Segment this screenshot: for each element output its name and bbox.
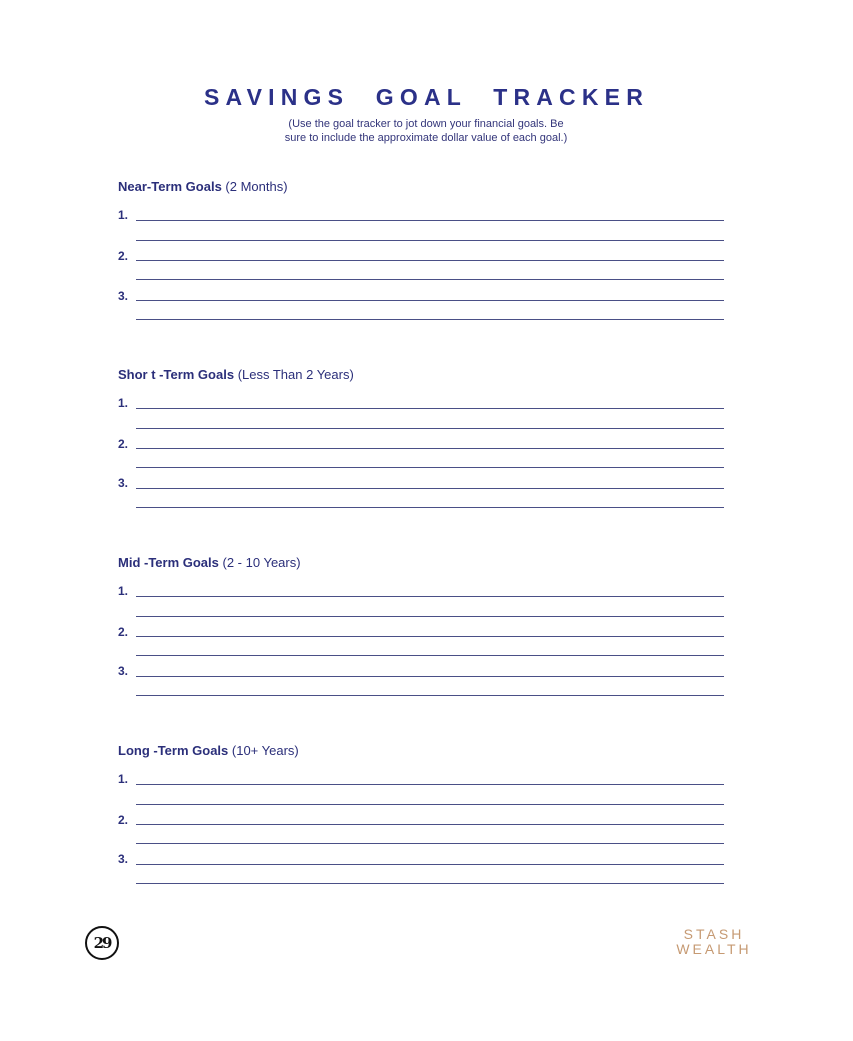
goal-2-line-2[interactable] bbox=[136, 655, 724, 656]
refinery29-logo: 29 bbox=[85, 926, 119, 960]
goal-number: 1. bbox=[118, 208, 129, 222]
section-title bbox=[118, 743, 299, 758]
section-title bbox=[118, 179, 288, 194]
section-range: (2 Months) bbox=[225, 179, 288, 194]
section-title bbox=[118, 367, 354, 382]
goal-1-line-2[interactable] bbox=[136, 804, 724, 805]
goal-number: 1. bbox=[118, 584, 129, 598]
goal-number: 2. bbox=[118, 813, 129, 827]
goal-1-line-1[interactable] bbox=[136, 784, 724, 785]
goal-1-line-2[interactable] bbox=[136, 616, 724, 617]
page-subtitle bbox=[226, 117, 626, 145]
goal-3-line-1[interactable] bbox=[136, 300, 724, 301]
goal-number: 3. bbox=[118, 289, 129, 303]
goal-2-line-1[interactable] bbox=[136, 448, 724, 449]
goal-number: 2. bbox=[118, 625, 129, 639]
goal-number: 3. bbox=[118, 664, 129, 678]
section-range: (Less Than 2 Years) bbox=[237, 367, 354, 382]
goal-number: 1. bbox=[118, 772, 129, 786]
goal-3-line-1[interactable] bbox=[136, 676, 724, 677]
section-range: (2 - 10 Years) bbox=[222, 555, 301, 570]
brand-line-1: STASH bbox=[683, 926, 745, 942]
brand-line-2: WEALTH bbox=[676, 941, 752, 957]
goal-3-line-2[interactable] bbox=[136, 507, 724, 508]
goal-1-line-1[interactable] bbox=[136, 596, 724, 597]
goal-number: 1. bbox=[118, 396, 129, 410]
goal-3-line-2[interactable] bbox=[136, 883, 724, 884]
section-name: Mid -Term Goals bbox=[118, 555, 219, 570]
goal-3-line-2[interactable] bbox=[136, 695, 724, 696]
goal-1-line-2[interactable] bbox=[136, 240, 724, 241]
goal-2-line-1[interactable] bbox=[136, 260, 724, 261]
goal-2-line-2[interactable] bbox=[136, 279, 724, 280]
goal-number: 3. bbox=[118, 476, 129, 490]
goal-2-line-2[interactable] bbox=[136, 843, 724, 844]
page-title: SAVINGS GOAL TRACKER bbox=[203, 84, 650, 110]
goal-number: 2. bbox=[118, 249, 129, 263]
subtitle-line-2: sure to include the approximate dollar value of each goal.) bbox=[284, 132, 568, 144]
goal-number: 2. bbox=[118, 437, 129, 451]
goal-3-line-1[interactable] bbox=[136, 864, 724, 865]
goal-3-line-1[interactable] bbox=[136, 488, 724, 489]
stash-wealth-logo bbox=[676, 927, 752, 957]
goal-1-line-1[interactable] bbox=[136, 220, 724, 221]
goal-1-line-1[interactable] bbox=[136, 408, 724, 409]
goal-2-line-1[interactable] bbox=[136, 824, 724, 825]
goal-number: 3. bbox=[118, 852, 129, 866]
section-name: Long -Term Goals bbox=[118, 743, 229, 758]
section-name: Shor t -Term Goals bbox=[118, 367, 235, 382]
subtitle-line-1: (Use the goal tracker to jot down your financial goals. Be bbox=[288, 118, 564, 130]
goal-2-line-2[interactable] bbox=[136, 467, 724, 468]
goal-2-line-1[interactable] bbox=[136, 636, 724, 637]
goal-3-line-2[interactable] bbox=[136, 319, 724, 320]
section-range: (10+ Years) bbox=[231, 743, 299, 758]
goal-1-line-2[interactable] bbox=[136, 428, 724, 429]
section-name: Near-Term Goals bbox=[118, 179, 222, 194]
section-title bbox=[118, 555, 301, 570]
